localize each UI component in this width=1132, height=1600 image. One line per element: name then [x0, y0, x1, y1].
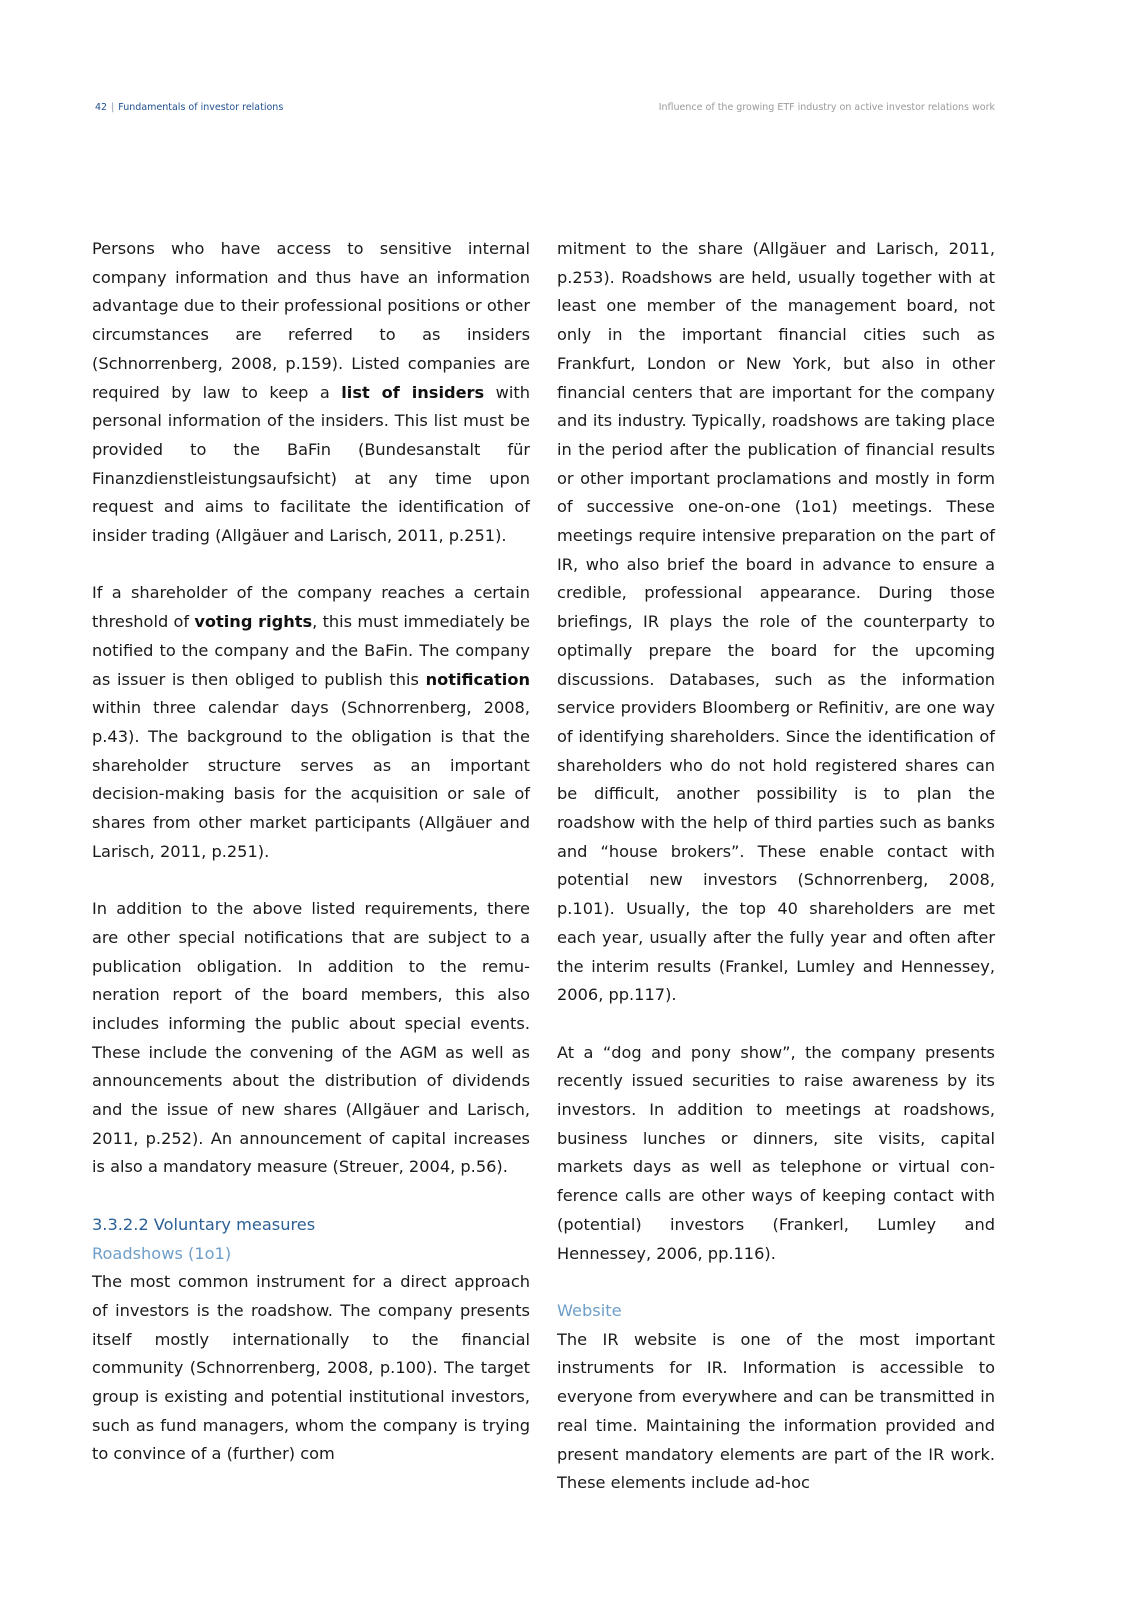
section-heading-voluntary-measures: 3.3.2.2 Voluntary measures	[92, 1214, 316, 1234]
section-title: Fundamentals of investor relations	[118, 102, 284, 113]
paragraph-roadshow-intro: The most common instrument for a direct approach of investors is the roadshow. The company presents itself mostly internationally to the financial community (Schnorrenberg, 2008, p.100). The target group is existing and potential institutional investors, such as fund managers, whom the company is trying to convince of a (further) com	[92, 1272, 530, 1464]
subheading-website: Website	[557, 1300, 622, 1320]
bold-term-notification: notification	[425, 669, 530, 689]
page-number: 42	[95, 102, 108, 113]
bold-term-list-of-insiders: list of insiders	[341, 382, 485, 402]
paragraph-dog-and-pony-show: At a “dog and pony show”, the company presents recently issued securities to raise awareness by its investors. In addition to meetings at roadshows, business lunches or dinners, site visits, capital markets days as well as telephone or virtual conference calls are other ways of keeping contact with (potential) investors (Frankerl, Lumley and Hennessey, 2006, pp.116).	[557, 1042, 995, 1263]
running-head	[95, 100, 995, 116]
right-column	[557, 235, 995, 1498]
paragraph-special-notifications: In addition to the above listed requirements, there are other special notifications that are subject to a publication obligation. In addition to the remuneration report of the board members, this also includes informing the public about special events. These include the convening of the AGM as well as announcements about the distribution of dividends and the issue of new shares (Allgäuer and Larisch, 2011, p.252). An announcement of capital increases is also a mandatory measure (Streuer, 2004, p.56).	[92, 899, 530, 1177]
header-separator: |	[111, 102, 115, 113]
text-run: If a shareholder of the company reaches a certain threshold of	[92, 583, 530, 632]
subheading-roadshows: Roadshows (1o1)	[92, 1243, 232, 1263]
bold-term-voting-rights: voting rights	[194, 612, 313, 632]
running-title: Influence of the growing ETF industry on active investor relations work	[658, 102, 995, 113]
paragraph-roadshow-details: mitment to the share (Allgäuer and Larisch, 2011, p.253). Roadshows are held, usually together with at least one member of the management board, not only in the important financial cities such as Frankfurt, London or New York, but also in other financial centers that are important for the company and its industry. Typically, roadshows are taking place in the period after the publication of financial results or other important proclamations and mostly in form of successive one-on-one (1o1) meetings. These meetings require intensive preparation on the part of IR, who also brief the board in advance to ensure a credible, professional appearance. During those briefings, IR plays the role of the counterparty to optimally prepare the board for the upcoming discussions. Databases, such as the information service providers Bloomberg or Refinitiv, are one way of identifying shareholders. Since the identification of shareholders who do not hold registered shares can be difficult, another possibility is to plan the roadshow with the help of third parties such as banks and “house brokers”. These enable contact with potential new investors (Schnorrenberg, 2008, p.101). Usually, the top 40 shareholders are met each year, usually after the fully year and often after the interim results (Frankel, Lumley and Hennessey, 2006, pp.117).	[557, 239, 995, 1005]
header-left	[95, 100, 283, 116]
paragraph-voting-rights	[92, 579, 530, 866]
text-run: Persons who have access to sensitive internal company information and thus have an information advantage due to their professional positions or other circumstances are referred to as insiders (Schnorrenberg, 2008, p.159). Listed companies are required by law to keep a	[92, 239, 530, 402]
left-column	[92, 235, 530, 1469]
text-run: , this must immediately be notified to the company and the BaFin. The company as issuer is then obliged to publish this	[92, 612, 530, 689]
text-run: within three calendar days (Schnorrenberg, 2008, p.43). The background to the obligation is that the shareholder structure serves as an important decision-making basis for the acquisition or sale of shares from other market participants (Allgäuer and Larisch, 2011, p.251).	[92, 698, 530, 861]
paragraph-ir-website: The IR website is one of the most important instruments for IR. Information is accessible to everyone from everywhere and can be transmitted in real time. Maintaining the information provided and present mandatory elements are part of the IR work. These elements include ad-hoc	[557, 1329, 995, 1493]
text-run: with personal information of the insiders. This list must be provided to the BaFin (Bundesanstalt für Finanzdienstleistungsaufsicht) at any time upon request and aims to facilitate the identification of insider trading (Allgäuer and Larisch, 2011, p.251).	[92, 382, 530, 546]
paragraph-insiders	[92, 235, 530, 551]
